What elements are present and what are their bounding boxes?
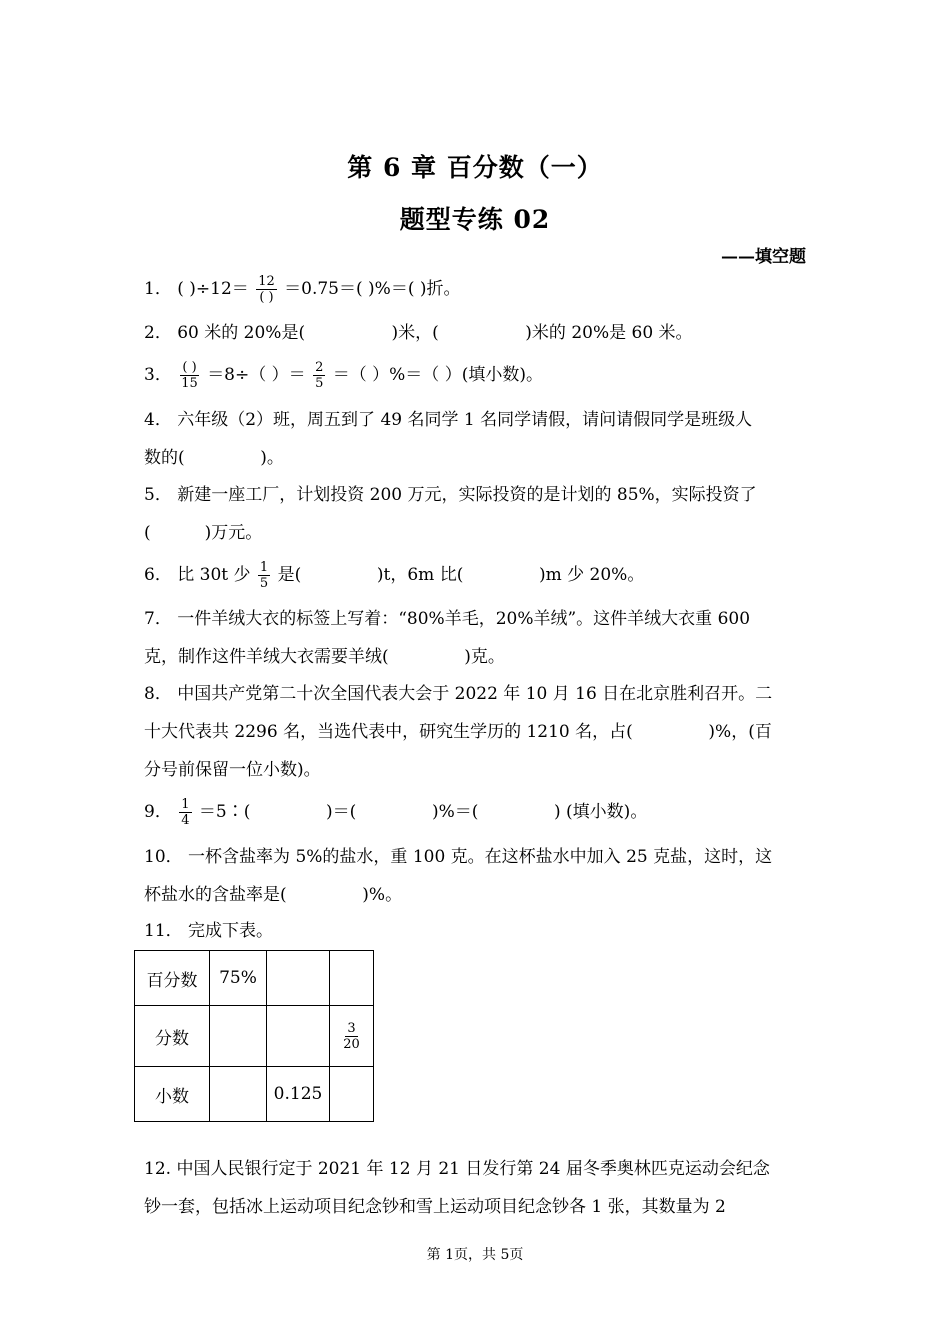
question-text: 比 30t 少 [177, 565, 251, 585]
question-8 [144, 675, 808, 789]
fraction [256, 274, 277, 305]
table-cell [330, 1067, 374, 1122]
question-number: 8． [144, 684, 172, 704]
table-cell [330, 951, 374, 1006]
table-cell [330, 1006, 374, 1067]
fraction-numerator: ( ) [182, 360, 197, 375]
question-text: 分号前保留一位小数)。 [144, 760, 321, 780]
page-footer: 第 1页，共 5页 [426, 1247, 524, 1263]
table-row [135, 1067, 374, 1122]
question-text: ( )万元。 [144, 523, 263, 543]
table-row [135, 1006, 374, 1067]
fraction-numerator: 2 [315, 360, 324, 375]
question-text: 完成下表。 [188, 921, 274, 941]
question-text: 是( )t，6m 比( )m 少 20%。 [277, 565, 645, 585]
question-number: 3． [144, 365, 172, 385]
fraction [341, 1021, 362, 1052]
question-text: 一件羊绒大衣的标签上写着：“80%羊毛，20%羊绒”。这件羊绒大衣重 600 [177, 609, 751, 629]
fraction [313, 360, 325, 391]
fraction [179, 797, 191, 828]
conversion-table [134, 950, 374, 1122]
page-subtitle: 题型专练 02 [399, 205, 551, 234]
question-number: 11． [144, 921, 183, 941]
fraction-denominator: 4 [181, 813, 190, 828]
page-title: 第 6 章 百分数（一） [347, 153, 603, 182]
fraction-numerator: 1 [181, 797, 190, 812]
question-6 [144, 556, 808, 594]
fraction-numerator: 1 [259, 560, 269, 575]
fraction [258, 560, 270, 591]
question-text: 中国人民银行定于 2021 年 12 月 21 日发行第 24 届冬季奥林匹克运动会纪念 [176, 1159, 770, 1179]
question-number: 5． [144, 485, 172, 505]
question-text: 钞一套，包括冰上运动项目纪念钞和雪上运动项目纪念钞各 1 张，其数量为 2 [144, 1197, 726, 1217]
table-cell [210, 1067, 267, 1122]
question-12 [144, 1150, 808, 1226]
question-10 [144, 838, 808, 914]
fraction-denominator: 20 [343, 1036, 360, 1052]
question-2 [144, 314, 808, 352]
question-5 [144, 476, 808, 552]
question-1 [144, 270, 808, 308]
question-number: 12. [144, 1159, 172, 1179]
table-cell [210, 1006, 267, 1067]
table-cell [267, 951, 330, 1006]
question-3 [144, 356, 808, 394]
fraction-denominator: 15 [181, 376, 198, 391]
fraction-denominator: 5 [315, 376, 324, 391]
question-11 [144, 912, 808, 950]
question-text: ( )÷12＝ [177, 279, 249, 299]
section-label: ——填空题 [721, 247, 806, 267]
question-text: 一杯含盐率为 5%的盐水，重 100 克。在这杯盐水中加入 25 克盐，这时，这 [188, 847, 773, 867]
question-text: ＝8÷（ ）＝ [207, 365, 306, 385]
question-text: 数的( )。 [144, 448, 284, 468]
question-text: 十大代表共 2296 名，当选代表中，研究生学历的 1210 名，占( )%，(百 [144, 722, 772, 742]
question-number: 2． [144, 323, 172, 343]
table-row-label: 百分数 [135, 951, 210, 1006]
question-number: 4． [144, 410, 172, 430]
question-text: ＝5∶( )＝( )%＝( ) (填小数)。 [198, 802, 648, 822]
question-7 [144, 600, 808, 676]
question-number: 6． [144, 565, 172, 585]
fraction [179, 360, 200, 391]
table-row [135, 951, 374, 1006]
question-number: 10． [144, 847, 183, 867]
fraction-numerator: 3 [347, 1020, 356, 1036]
table-row-label: 小数 [135, 1067, 210, 1122]
question-text: ＝0.75＝( )%＝( )折。 [284, 279, 461, 299]
question-text: 60 米的 20%是( )米，( )米的 20%是 60 米。 [177, 323, 693, 343]
question-text: 克，制作这件羊绒大衣需要羊绒( )克。 [144, 647, 505, 667]
question-text: 杯盐水的含盐率是( )%。 [144, 885, 403, 905]
question-text: 六年级（2）班，周五到了 49 名同学 1 名同学请假，请问请假同学是班级人 [177, 410, 753, 430]
fraction-denominator: 5 [259, 576, 269, 591]
fraction-denominator: ( ) [259, 290, 274, 305]
question-text: 中国共产党第二十次全国代表大会于 2022 年 10 月 16 日在北京胜利召开。二 [177, 684, 773, 704]
question-number: 9． [144, 802, 172, 822]
question-9 [144, 793, 808, 831]
question-text: 新建一座工厂，计划投资 200 万元，实际投资的是计划的 85%，实际投资了 [177, 485, 757, 505]
question-text: ＝（ ）%＝（ ）(填小数)。 [332, 365, 543, 385]
question-4 [144, 401, 808, 477]
question-number: 7． [144, 609, 172, 629]
table-row-label: 分数 [135, 1006, 210, 1067]
question-number: 1． [144, 279, 172, 299]
table-cell: 75% [210, 951, 267, 1006]
table-cell: 0.125 [267, 1067, 330, 1122]
table-cell [267, 1006, 330, 1067]
fraction-numerator: 12 [258, 274, 275, 289]
